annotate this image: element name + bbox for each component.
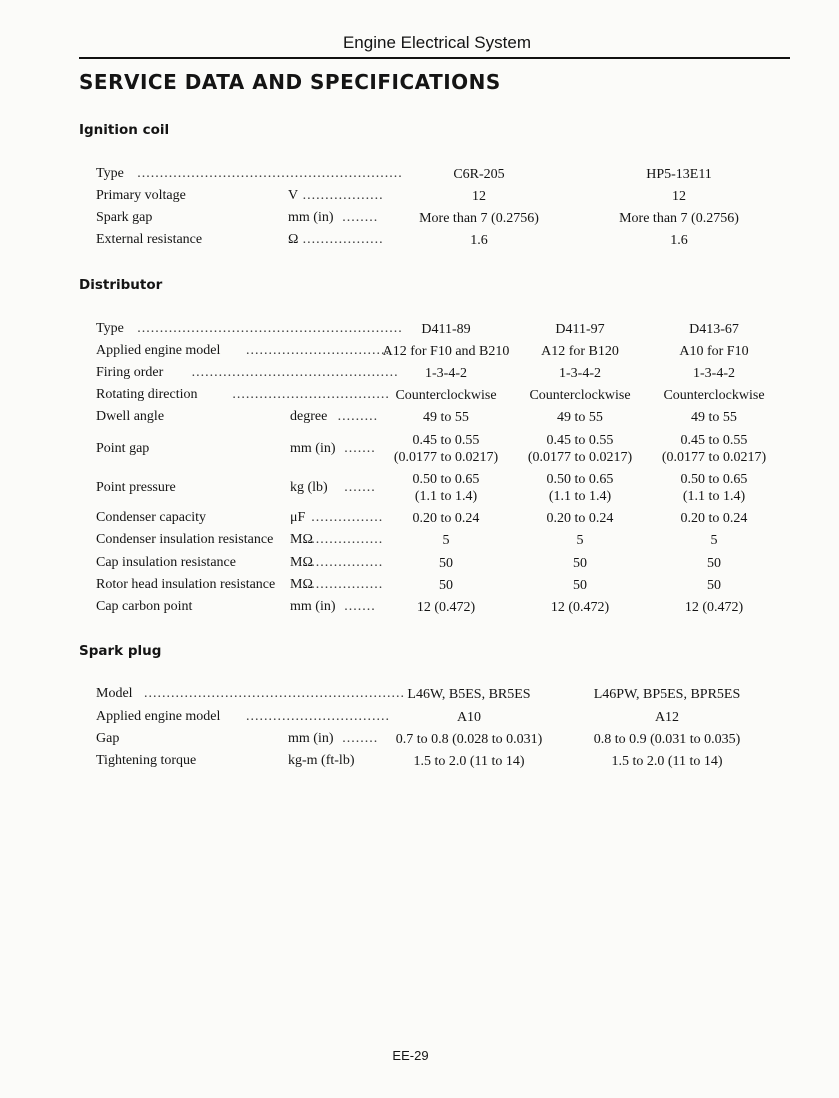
spec-value-line: 12 [672,189,686,204]
spec-value-line: (0.0177 to 0.0217) [527,450,633,465]
spec-value-line: Counterclockwise [663,388,765,403]
spec-unit: mm (in) [290,441,336,456]
spec-value [384,166,574,183]
spec-value-line: 0.20 to 0.24 [680,511,748,526]
dot-leader: .................. [302,188,384,203]
spec-value-line: 0.50 to 0.65 [680,472,748,487]
spec-row [0,510,839,532]
spec-value-line: 0.45 to 0.55 [680,433,748,448]
spec-value [374,753,564,770]
spec-value [572,709,762,726]
spec-value [384,232,574,249]
spec-label: Primary voltage [96,188,186,203]
spec-value-line: 50 [707,578,721,593]
spec-value-line: (0.0177 to 0.0217) [661,450,767,465]
spec-label: Type [96,321,124,336]
spec-value-line: L46W, B5ES, BR5ES [407,687,531,702]
spec-row [0,409,839,431]
spec-value-line: 0.50 to 0.65 [412,472,480,487]
spec-value-line: (1.1 to 1.4) [414,489,478,504]
spec-value [644,432,784,466]
spec-value [376,510,516,527]
spec-value [374,709,564,726]
spec-value-line: (1.1 to 1.4) [548,489,612,504]
spec-value-line: 50 [573,578,587,593]
spec-value-line: L46PW, BP5ES, BPR5ES [593,687,741,702]
spec-row [0,471,839,511]
spec-value-line: A10 for F10 [679,344,749,359]
spec-value [644,365,784,382]
spec-value [376,321,516,338]
dot-leader: ................................ [246,709,390,724]
spec-value [376,599,516,616]
spec-label: Dwell angle [96,409,165,424]
spec-label: Condenser insulation resistance [96,532,274,547]
spec-value [376,471,516,505]
section-heading-distributor: Distributor [79,277,163,293]
spec-value-line: A12 for B120 [541,344,619,359]
spec-value [644,321,784,338]
spec-label: Condenser capacity [96,510,207,525]
spec-unit: mm (in) [288,731,334,746]
spec-row [0,365,839,387]
spec-value-line: (1.1 to 1.4) [682,489,746,504]
spec-row [0,709,839,731]
spec-value-line: 0.45 to 0.55 [412,433,480,448]
spec-value [572,731,762,748]
spec-value-line: 5 [442,533,450,548]
spec-value [644,343,784,360]
spec-value [376,387,516,404]
spec-value [644,510,784,527]
spec-value [510,387,650,404]
spec-value-line: 0.8 to 0.9 (0.031 to 0.035) [593,732,741,747]
spec-value-line: 1.5 to 2.0 (11 to 14) [611,754,723,769]
spec-value [510,471,650,505]
spec-label: External resistance [96,232,203,247]
spec-label: Spark gap [96,210,153,225]
dot-leader: ....... [344,480,376,495]
dot-leader: ........ [342,210,379,225]
dot-leader: ........ [342,731,379,746]
spec-value-line: 1.6 [670,233,688,248]
dot-leader: ....... [344,441,376,456]
spec-value [644,555,784,572]
spec-value [384,210,574,227]
dot-leader: ....... [344,599,376,614]
spec-unit: degree [290,409,328,424]
spec-value [584,166,774,183]
spec-value [584,188,774,205]
spec-value [510,510,650,527]
spec-value [376,577,516,594]
spec-row [0,387,839,409]
dot-leader: ........................................................... [137,321,403,336]
spec-label: Cap insulation resistance [96,555,236,570]
spec-value-line: C6R-205 [453,167,505,182]
spec-label: Rotor head insulation resistance [96,577,276,592]
spec-row [0,731,839,753]
header-rule [79,57,790,59]
spec-value [376,532,516,549]
spec-value-line: D411-89 [421,322,471,337]
spec-unit: μF [290,510,306,525]
spec-value [572,686,762,703]
spec-value-line: 12 (0.472) [550,600,610,615]
spec-value-line: D411-97 [555,322,605,337]
section-heading-ignition-coil: Ignition coil [79,122,170,138]
spec-value [376,555,516,572]
spec-value-line: More than 7 (0.2756) [419,211,539,226]
spec-value-line: 12 (0.472) [684,600,744,615]
spec-value [584,210,774,227]
spec-row [0,599,839,621]
spec-value [376,409,516,426]
spec-value-line: 49 to 55 [691,410,737,425]
spec-row [0,532,839,554]
spec-value-line: 5 [710,533,718,548]
spec-value [510,532,650,549]
spec-label: Gap [96,731,120,746]
spec-row [0,555,839,577]
spec-value [584,232,774,249]
spec-row [0,753,839,775]
spec-label: Point gap [96,441,150,456]
dot-leader: ................ [311,555,384,570]
dot-leader: ........................................................... [137,166,403,181]
spec-value-line: More than 7 (0.2756) [619,211,739,226]
spec-value [510,365,650,382]
spec-label: Applied engine model [96,709,221,724]
spec-value [510,321,650,338]
dot-leader: ................................... [232,387,390,402]
spec-value [644,387,784,404]
spec-row [0,686,839,708]
spec-value [510,432,650,466]
spec-row [0,432,839,472]
spec-value [374,686,564,703]
spec-label: Rotating direction [96,387,198,402]
spec-row [0,188,839,210]
spec-label: Model [96,686,133,701]
spec-value [572,753,762,770]
spec-label: Type [96,166,124,181]
spec-value-line: 1-3-4-2 [693,366,735,381]
spec-value [510,409,650,426]
spec-value-line: 50 [573,556,587,571]
spec-value-line: Counterclockwise [395,388,497,403]
page-number: EE-29 [392,1048,429,1063]
spec-value-line: 12 [472,189,486,204]
spec-value-line: 1.6 [470,233,488,248]
spec-label: Tightening torque [96,753,197,768]
spec-value [644,409,784,426]
spec-value-line: A10 [456,710,482,725]
spec-unit: V [288,188,299,203]
spec-value [376,343,516,360]
dot-leader: .............................................. [191,365,399,380]
dot-leader: ................ [311,510,384,525]
spec-unit: mm (in) [288,210,334,225]
spec-value [644,577,784,594]
spec-value-line: A12 [654,710,680,725]
spec-unit: Ω [288,232,299,247]
spec-value-line: 1-3-4-2 [425,366,467,381]
spec-value-line: 50 [439,556,453,571]
spec-value-line: 12 (0.472) [416,600,476,615]
spec-unit: MΩ [290,555,313,570]
spec-row [0,321,839,343]
spec-value-line: 0.20 to 0.24 [546,511,614,526]
spec-unit: MΩ [290,532,313,547]
spec-value [644,599,784,616]
running-title: Engine Electrical System [342,33,531,52]
spec-unit: kg-m (ft-lb) [288,753,355,768]
spec-unit: MΩ [290,577,313,592]
dot-leader: ......... [337,409,379,424]
dot-leader: .................. [302,232,384,247]
spec-row [0,210,839,232]
section-heading-spark-plug: Spark plug [79,643,162,659]
spec-value [376,432,516,466]
spec-value-line: 0.45 to 0.55 [546,433,614,448]
spec-value-line: 50 [439,578,453,593]
dot-leader: ................ [311,577,384,592]
spec-value-line: 5 [576,533,584,548]
spec-label: Cap carbon point [96,599,193,614]
spec-value [510,599,650,616]
spec-value [384,188,574,205]
spec-value-line: 49 to 55 [557,410,603,425]
spec-value [510,555,650,572]
spec-value-line: 0.50 to 0.65 [546,472,614,487]
spec-value-line: 49 to 55 [423,410,469,425]
spec-row [0,166,839,188]
spec-value-line: Counterclockwise [529,388,631,403]
dot-leader: .......................................................... [144,686,405,701]
spec-value-line: 1.5 to 2.0 (11 to 14) [413,754,525,769]
spec-value [376,365,516,382]
dot-leader: ................................ [246,343,390,358]
spec-unit: mm (in) [290,599,336,614]
spec-value [510,577,650,594]
spec-value-line: (0.0177 to 0.0217) [393,450,499,465]
spec-value-line: 0.20 to 0.24 [412,511,480,526]
spec-row [0,343,839,365]
spec-unit: kg (lb) [290,480,328,495]
spec-value [510,343,650,360]
spec-value [374,731,564,748]
spec-value-line: 1-3-4-2 [559,366,601,381]
dot-leader: ................ [311,532,384,547]
spec-label: Applied engine model [96,343,221,358]
spec-label: Point pressure [96,480,176,495]
spec-value-line: A12 for F10 and B210 [382,344,510,359]
page-title: SERVICE DATA AND SPECIFICATIONS [79,70,501,94]
spec-value [644,532,784,549]
spec-value-line: 50 [707,556,721,571]
spec-value-line: D413-67 [689,322,739,337]
spec-label: Firing order [96,365,164,380]
spec-value-line: HP5-13E11 [646,167,712,182]
spec-value [644,471,784,505]
spec-value-line: 0.7 to 0.8 (0.028 to 0.031) [395,732,543,747]
spec-row [0,577,839,599]
spec-row [0,232,839,254]
